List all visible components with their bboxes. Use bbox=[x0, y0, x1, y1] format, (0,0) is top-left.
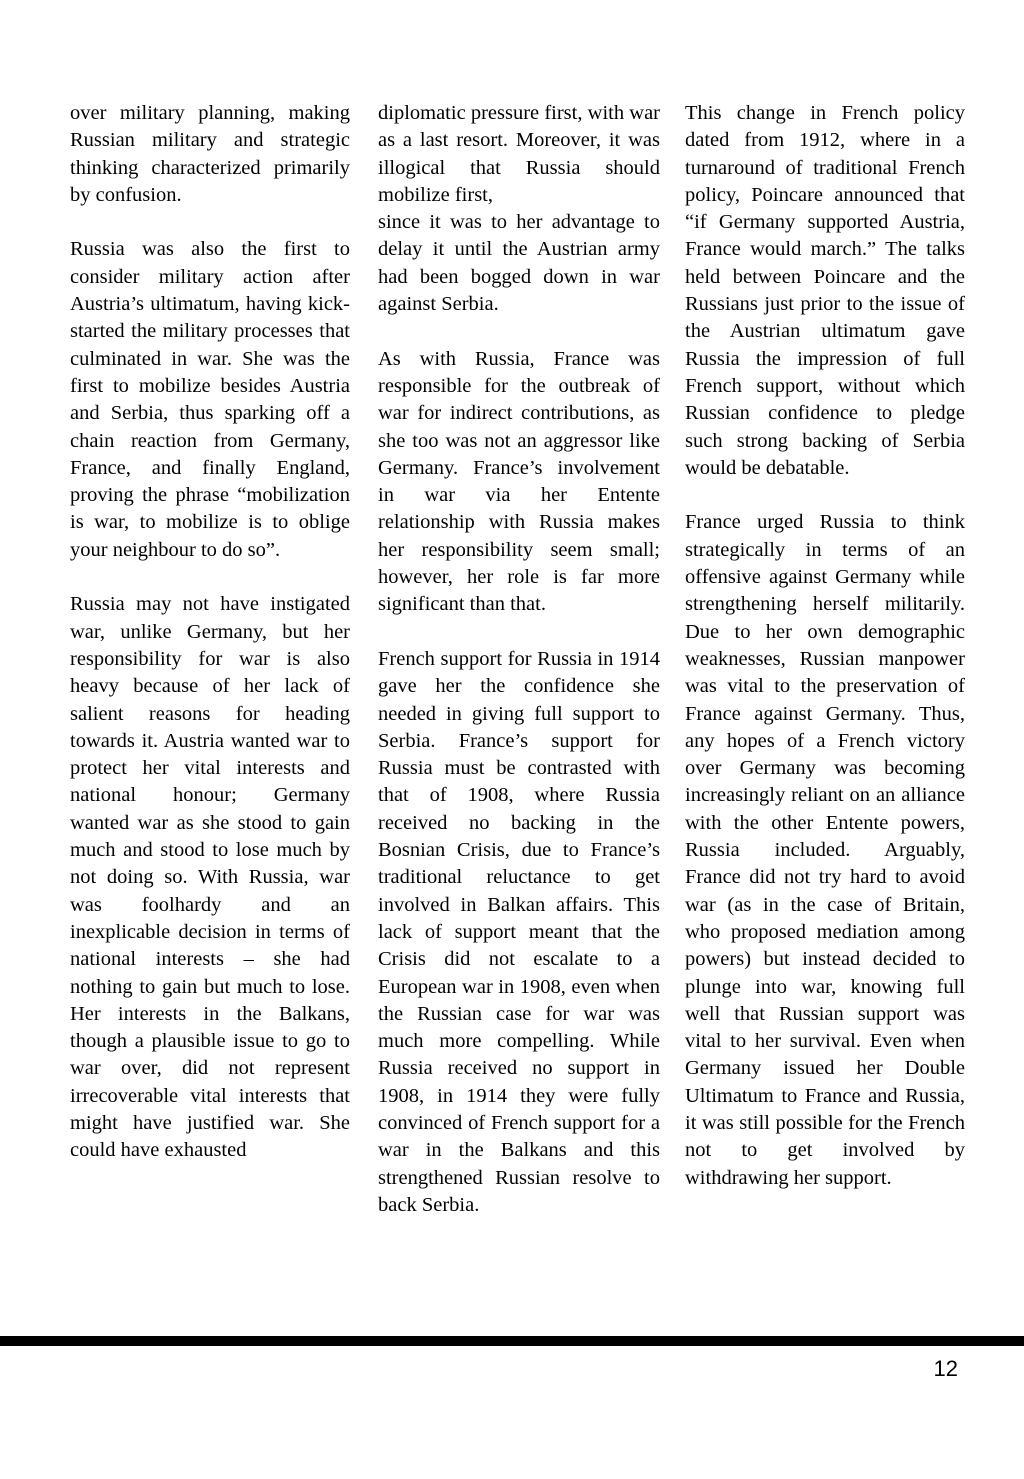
paragraph: Russia was also the first to consider military action after Austria’s ultimatum, having kick-started the military processes that culminated in war. She was the first to mobilize besides Austria and Serbia, thus sparking off a chain reaction from Germany, France, and finally England, proving the phrase “mobilization is war, to mobilize is to oblige your neighbour to do so”. bbox=[70, 238, 350, 561]
text-column-1 bbox=[70, 100, 350, 1165]
paragraph: French support for Russia in 1914 gave her the confidence she needed in giving full support to Serbia. France’s support for Russia must be contrasted with that of 1908, where Russia received no backing in the Bosnian Crisis, due to France’s traditional reluctance to get involved in Balkan affairs. This lack of support meant that the Crisis did not escalate to a European war in 1908, even when the Russian case for war was much more compelling. While Russia received no support in 1908, in 1914 they were fully convinced of French support for a war in the Balkans and this strengthened Russian resolve to back Serbia. bbox=[378, 647, 660, 1216]
footer-divider bbox=[0, 1336, 1024, 1346]
paragraph: diplomatic pressure first, with war as a last resort. Moreover, it was illogical that Russia should mobilize first, bbox=[378, 102, 660, 206]
paragraph: since it was to her advantage to delay it until the Austrian army had been bogged down in war against Serbia. bbox=[378, 211, 660, 316]
paragraph: France urged Russia to think strategically in terms of an offensive against Germany while strengthening herself militarily. Due to her own demographic weaknesses, Russian manpower was vital to the preservation of France against Germany. Thus, any hopes of a French victory over Germany was becoming increasingly reliant on an alliance with the other Entente powers, Russia included. Arguably, France did not try hard to avoid war (as in the case of Britain, who proposed mediation among powers) but instead decided to plunge into war, knowing full well that Russian support was vital to her survival. Even when Germany issued her Double Ultimatum to France and Russia, it was still possible for the French not to get involved by withdrawing her support. bbox=[685, 511, 965, 1189]
page-number: 12 bbox=[933, 1356, 958, 1381]
text-column-2 bbox=[378, 100, 660, 1219]
paragraph: over military planning, making Russian military and strategic thinking characterized primarily by confusion. bbox=[70, 102, 350, 206]
paragraph: This change in French policy dated from 1912, where in a turnaround of traditional French policy, Poincare announced that “if Germany supported Austria, France would march.” The talks held between Poincare and the Russians just prior to the issue of the Austrian ultimatum gave Russia the impression of full French support, without which Russian confidence to pledge such strong backing of Serbia would be debatable. bbox=[685, 102, 965, 479]
paragraph: Russia may not have instigated war, unlike Germany, but her responsibility for war is also heavy because of her lack of salient reasons for heading towards it. Austria wanted war to protect her vital interests and national honour; Germany wanted war as she stood to gain much and stood to lose much by not doing so. With Russia, war was foolhardy and an inexplicable decision in terms of national interests – she had nothing to gain but much to lose. Her interests in the Balkans, though a plausible issue to go to war over, did not represent irrecoverable vital interests that might have justified war. She could have exhausted bbox=[70, 593, 350, 1162]
text-column-3 bbox=[685, 100, 965, 1192]
paragraph: As with Russia, France was responsible for the outbreak of war for indirect contributions, as she too was not an aggressor like Germany. France’s involvement in war via her Entente relationship with Russia makes her responsibility seem small; however, her role is far more significant than that. bbox=[378, 347, 660, 616]
